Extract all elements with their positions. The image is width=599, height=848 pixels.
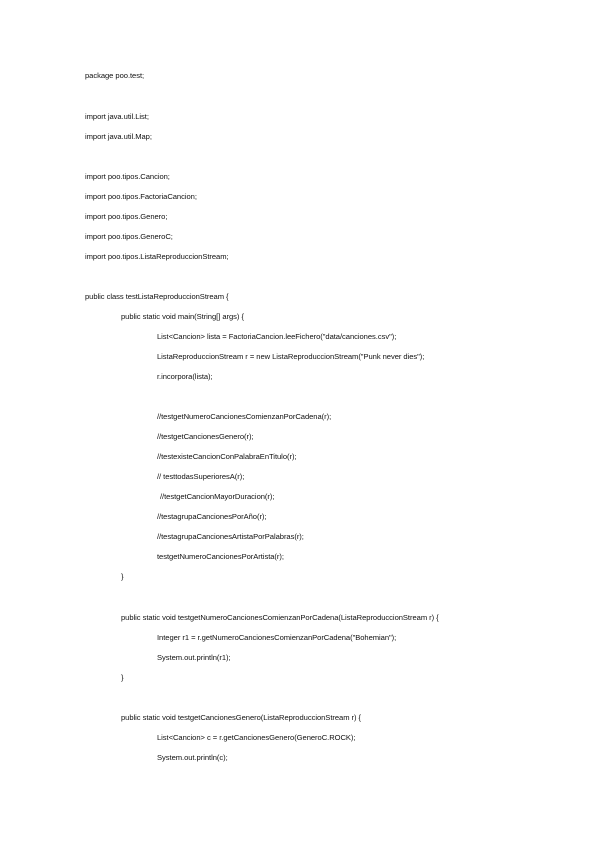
- code-line: import poo.tipos.Genero;: [85, 212, 168, 221]
- code-line: import poo.tipos.ListaReproduccionStream;: [85, 252, 229, 261]
- code-line: //testagrupaCancionesPorAño(r);: [157, 512, 267, 521]
- code-line: }: [121, 572, 124, 581]
- code-line: System.out.println(r1);: [157, 653, 231, 662]
- code-line: public static void testgetNumeroCancionesComienzanPorCadena(ListaReproduccionStream r) {: [121, 613, 439, 622]
- code-line: //testagrupaCancionesArtistaPorPalabras(r);: [157, 532, 304, 541]
- code-line: package poo.test;: [85, 71, 145, 80]
- code-line: }: [121, 673, 124, 682]
- code-line: testgetNumeroCancionesPorArtista(r);: [157, 552, 284, 561]
- code-line: // testtodasSuperioresA(r);: [157, 472, 245, 481]
- code-line: System.out.println(c);: [157, 753, 228, 762]
- code-line: import poo.tipos.FactoriaCancion;: [85, 192, 197, 201]
- code-line: List<Cancion> lista = FactoriaCancion.leeFichero("data/canciones.csv");: [157, 332, 397, 341]
- code-line: import java.util.List;: [85, 112, 149, 121]
- code-line: //testgetNumeroCancionesComienzanPorCadena(r);: [157, 412, 332, 421]
- code-line: //testexisteCancionConPalabraEnTitulo(r);: [157, 452, 297, 461]
- code-line: //testgetCancionesGenero(r);: [157, 432, 254, 441]
- code-line: import java.util.Map;: [85, 132, 152, 141]
- code-line: public class testListaReproduccionStream {: [85, 292, 229, 301]
- code-line: import poo.tipos.GeneroC;: [85, 232, 173, 241]
- code-line: List<Cancion> c = r.getCancionesGenero(GeneroC.ROCK);: [157, 733, 356, 742]
- code-line: public static void testgetCancionesGenero(ListaReproduccionStream r) {: [121, 713, 362, 722]
- code-line: r.incorpora(lista);: [157, 372, 213, 381]
- code-line: //testgetCancionMayorDuracion(r);: [160, 492, 275, 501]
- code-line: ListaReproduccionStream r = new ListaReproduccionStream("Punk never dies");: [157, 352, 425, 361]
- code-line: Integer r1 = r.getNumeroCancionesComienzanPorCadena("Bohemian");: [157, 633, 397, 642]
- code-line: public static void main(String[] args) {: [121, 312, 244, 321]
- code-line: import poo.tipos.Cancion;: [85, 172, 170, 181]
